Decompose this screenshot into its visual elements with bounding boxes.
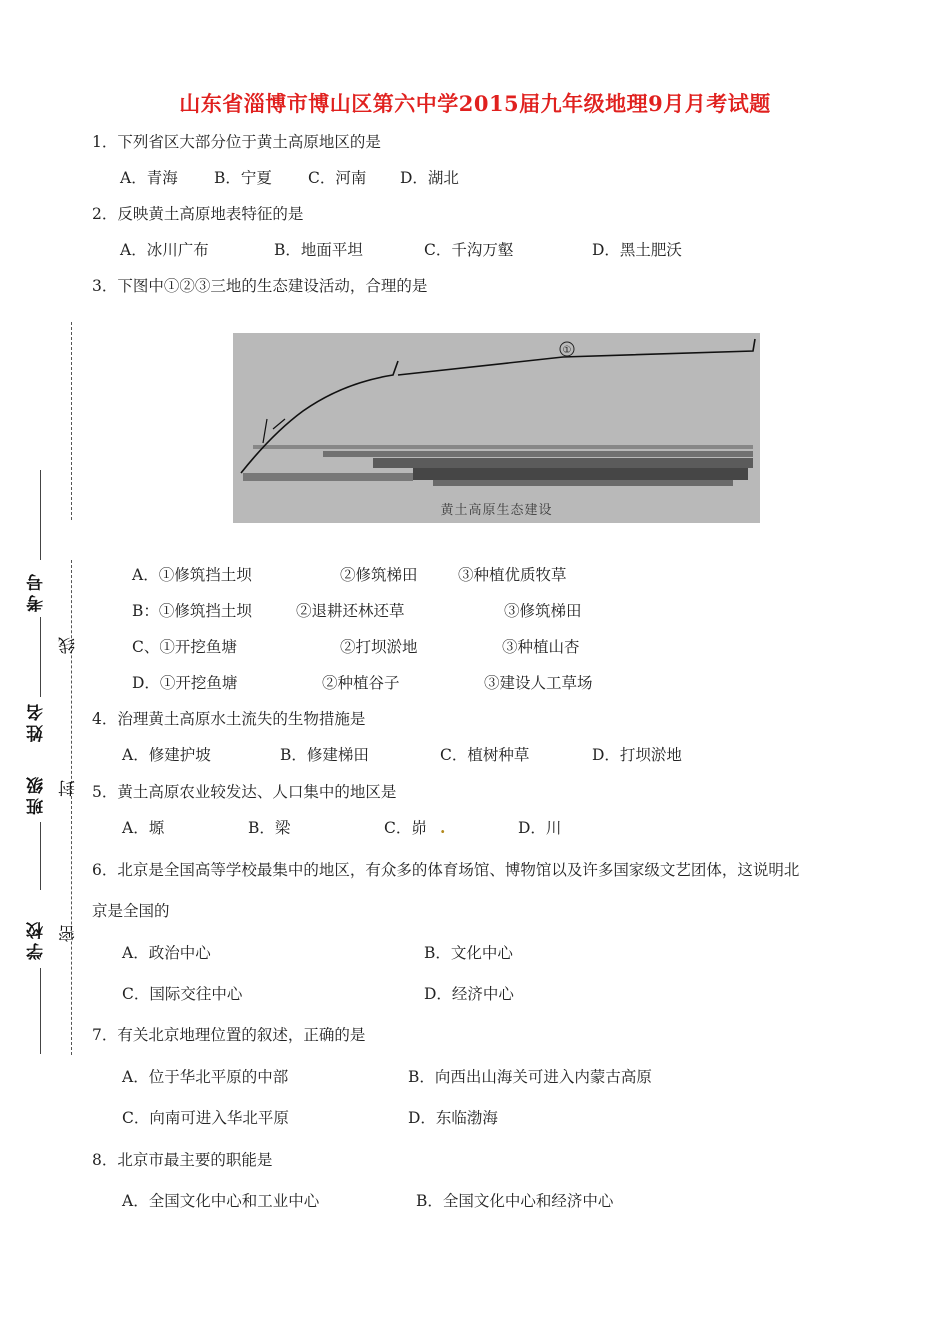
terrain-sketch — [233, 333, 760, 523]
option: D．①开挖鱼塘 — [132, 674, 238, 692]
question-5-stem: 5．黄土高原农业较发达、人口集中的地区是 — [92, 783, 397, 801]
question-7-stem: 7．有关北京地理位置的叙述，正确的是 — [92, 1026, 366, 1044]
option: ③建设人工草场 — [484, 674, 593, 692]
site-marker-label: ① — [562, 345, 572, 356]
option: D．经济中心 — [424, 985, 514, 1003]
option: D．打坝淤地 — [592, 746, 682, 764]
option: ③种植优质牧草 — [458, 566, 567, 584]
option: D．黑土肥沃 — [592, 241, 682, 259]
option: A．①修筑挡土坝 — [132, 566, 252, 584]
page-title: 山东省淄博市博山区第六中学2015届九年级地理9月月考试题 — [179, 91, 771, 116]
option: D．湖北 — [400, 169, 459, 187]
question-6-stem-cont: 京是全国的 — [92, 902, 170, 920]
option: A．修建护坡 — [122, 746, 211, 764]
figure-caption: 黄土高原生态建设 — [440, 503, 553, 518]
option: ③修筑梯田 — [504, 602, 582, 620]
question-8-stem: 8．北京市最主要的职能是 — [92, 1151, 273, 1169]
loess-plateau-figure — [233, 333, 760, 523]
question-6-stem: 6．北京是全国高等学校最集中的地区，有众多的体育场馆、博物馆以及许多国家级文艺团体，这说明北 — [92, 861, 800, 879]
question-4-stem: 4．治理黄土高原水土流失的生物措施是 — [92, 710, 366, 728]
student-name-label: 姓名 — [27, 700, 47, 742]
name-underline-1 — [40, 470, 41, 560]
question-3-stem: 3．下图中①②③三地的生态建设活动，合理的是 — [92, 277, 428, 295]
option: B．梁 — [248, 819, 291, 837]
option: A．冰川广布 — [120, 241, 209, 259]
option: C、①开挖鱼塘 — [132, 638, 237, 656]
option: A．位于华北平原的中部 — [122, 1068, 289, 1086]
option: B．修建梯田 — [280, 746, 369, 764]
school-label: 学校 — [27, 918, 47, 960]
seal-word-line: 线 — [59, 637, 79, 654]
question-1-stem: 1．下列省区大部分位于黄土高原地区的是 — [92, 133, 381, 151]
option: C．植树种草 — [440, 746, 530, 764]
option: B：①修筑挡土坝 — [132, 602, 252, 620]
option: B．向西出山海关可进入内蒙古高原 — [408, 1068, 652, 1086]
name-underline-2 — [40, 617, 41, 697]
option: D．东临渤海 — [408, 1109, 498, 1127]
option: C．峁 — [384, 819, 427, 837]
option: A．全国文化中心和工业中心 — [122, 1192, 320, 1210]
stray-dot: . — [440, 818, 446, 837]
exam-number-label: 考号 — [27, 570, 47, 612]
option: B．宁夏 — [214, 169, 272, 187]
option: ②退耕还林还草 — [296, 602, 405, 620]
option: ②打坝淤地 — [340, 638, 418, 656]
option: D．川 — [518, 819, 562, 837]
option: C．千沟万壑 — [424, 241, 514, 259]
option: C．国际交往中心 — [122, 985, 243, 1003]
option: A．塬 — [122, 819, 165, 837]
question-2-stem: 2．反映黄土高原地表特征的是 — [92, 205, 304, 223]
option: ②种植谷子 — [322, 674, 400, 692]
option: ③种植山杏 — [502, 638, 580, 656]
seal-word-secret: 密 — [59, 925, 79, 942]
option: A．青海 — [120, 169, 178, 187]
option: C．向南可进入华北平原 — [122, 1109, 289, 1127]
seal-dashed-line-lower — [71, 560, 72, 1055]
valley-texture — [243, 445, 753, 486]
seal-dashed-line — [71, 322, 72, 520]
option: C．河南 — [308, 169, 367, 187]
option: ②修筑梯田 — [340, 566, 418, 584]
option: B．全国文化中心和经济中心 — [416, 1192, 614, 1210]
option: B．地面平坦 — [274, 241, 363, 259]
option: A．政治中心 — [122, 944, 211, 962]
class-label: 班级 — [27, 773, 47, 815]
name-underline-4 — [40, 968, 41, 1054]
option: B．文化中心 — [424, 944, 513, 962]
name-underline-3 — [40, 822, 41, 890]
seal-word-seal: 封 — [59, 780, 79, 797]
